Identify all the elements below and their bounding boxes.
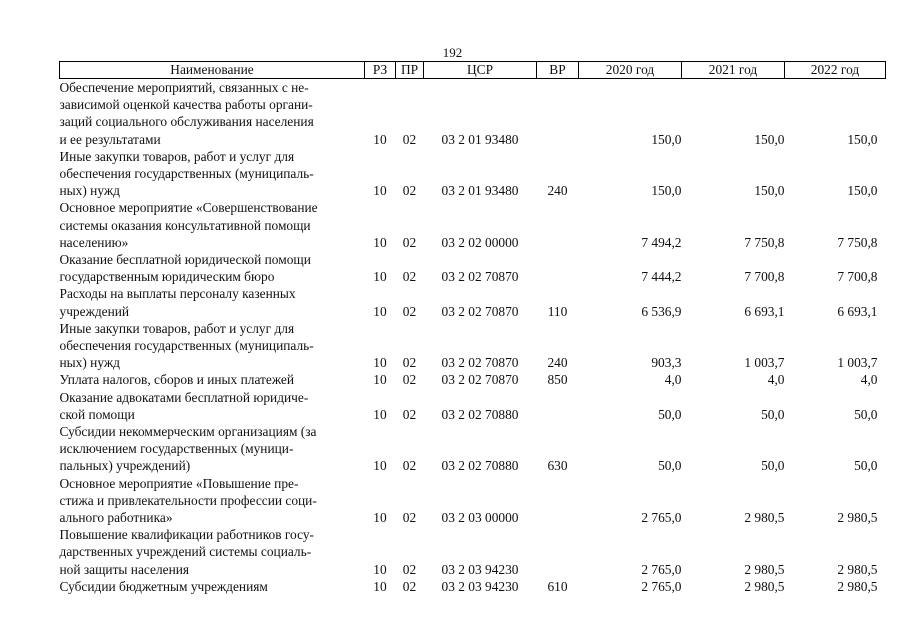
row-2021: 2 980,5 [744, 510, 785, 526]
row-2020: 903,3 [651, 355, 682, 371]
row-name-line: Иные закупки товаров, работ и услуг для [59, 320, 295, 336]
row-vr: 240 [547, 355, 568, 371]
row-name [60, 578, 365, 595]
table-row [60, 199, 886, 251]
table-row [60, 475, 886, 527]
table-row [60, 320, 886, 372]
row-rz: 10 [373, 131, 387, 147]
row-csr: 03 2 01 93480 [441, 131, 519, 147]
row-csr: 03 2 03 94230 [441, 561, 519, 577]
row-pr: 02 [402, 458, 417, 474]
row-vr: 240 [547, 183, 568, 199]
row-name-line: пальных) учреждений) [59, 458, 191, 474]
row-name-line: ального работника» [59, 510, 173, 526]
row-csr: 03 2 02 70870 [441, 269, 519, 285]
page-number: 192 [442, 45, 463, 60]
row-2020: 4,0 [664, 372, 682, 388]
table-row [60, 251, 886, 285]
row-name [60, 251, 365, 285]
row-pr: 02 [402, 510, 417, 526]
row-rz: 10 [373, 269, 387, 285]
row-name-line: дарственных учреждений системы социаль- [59, 544, 312, 560]
row-2021: 150,0 [754, 183, 785, 199]
row-rz: 10 [373, 578, 387, 594]
header-pr: ПР [396, 62, 424, 79]
row-name-line: Основное мероприятие «Повышение пре- [59, 475, 299, 491]
row-rz: 10 [373, 372, 387, 388]
row-vr [537, 475, 579, 527]
row-2021: 150,0 [754, 131, 785, 147]
row-vr: 110 [547, 303, 568, 319]
row-name-line: стижа и привлекательности профессии соци- [59, 492, 317, 508]
header-csr: ЦСР [424, 62, 537, 79]
row-name-line: Основное мероприятие «Совершенствование [59, 200, 318, 216]
row-name-line: ных) нужд [59, 355, 120, 371]
row-pr: 02 [402, 269, 417, 285]
row-2022: 150,0 [847, 183, 878, 199]
row-name [60, 199, 365, 251]
row-vr [537, 199, 579, 251]
row-pr: 02 [402, 131, 417, 147]
row-rz: 10 [373, 510, 387, 526]
row-name [60, 475, 365, 527]
row-name-line: обеспечения государственных (муниципаль- [59, 338, 314, 354]
table-body [60, 79, 886, 596]
row-name-line: Субсидии бюджетным учреждениям [59, 578, 268, 594]
row-vr: 610 [547, 578, 568, 594]
row-csr: 03 2 02 70870 [441, 372, 519, 388]
row-vr [537, 526, 579, 578]
header-2020: 2020 год [579, 62, 682, 79]
row-vr [537, 389, 579, 423]
row-2020: 150,0 [651, 131, 682, 147]
row-csr: 03 2 02 70870 [441, 303, 519, 319]
row-2021: 50,0 [761, 406, 785, 422]
row-2021: 4,0 [767, 372, 785, 388]
row-csr: 03 2 02 70880 [441, 458, 519, 474]
row-rz: 10 [373, 406, 387, 422]
row-2022: 1 003,7 [837, 355, 878, 371]
row-name-line: ных) нужд [59, 183, 120, 199]
row-name-line: Повышение квалификации работников госу- [59, 527, 315, 543]
row-2020: 50,0 [658, 458, 682, 474]
row-pr: 02 [402, 406, 417, 422]
row-name-line: и ее результатами [59, 131, 161, 147]
row-csr: 03 2 02 70870 [441, 355, 519, 371]
row-2020: 7 494,2 [641, 234, 682, 250]
header-vr: ВР [537, 62, 579, 79]
header-2022: 2022 год [785, 62, 886, 79]
row-vr [537, 79, 579, 148]
row-name-line: ской помощи [59, 406, 135, 422]
row-name-line: населению» [59, 234, 129, 250]
row-2021: 2 980,5 [744, 578, 785, 594]
row-2020: 150,0 [651, 183, 682, 199]
row-name [60, 423, 365, 475]
row-2022: 2 980,5 [837, 510, 878, 526]
row-2021: 2 980,5 [744, 561, 785, 577]
row-name [60, 526, 365, 578]
row-name-line: исключением государственных (муници- [59, 441, 294, 457]
row-name-line: Уплата налогов, сборов и иных платежей [59, 372, 295, 388]
row-rz: 10 [373, 458, 387, 474]
row-name-line: заций социального обслуживания населения [59, 114, 314, 130]
row-2022: 50,0 [854, 406, 878, 422]
table-header [60, 62, 886, 79]
row-2022: 50,0 [854, 458, 878, 474]
row-name-line: системы оказания консультативной помощи [59, 217, 311, 233]
row-rz: 10 [373, 561, 387, 577]
table-row [60, 148, 886, 200]
row-rz: 10 [373, 234, 387, 250]
row-2021: 7 700,8 [744, 269, 785, 285]
row-2020: 7 444,2 [641, 269, 682, 285]
row-csr: 03 2 01 93480 [441, 183, 519, 199]
row-name-line: обеспечения государственных (муниципаль- [59, 166, 314, 182]
row-2021: 6 693,1 [744, 303, 785, 319]
row-pr: 02 [402, 578, 417, 594]
row-rz: 10 [373, 183, 387, 199]
row-vr: 850 [547, 372, 568, 388]
header-2021: 2021 год [682, 62, 785, 79]
table-row [60, 371, 886, 388]
row-2022: 7 750,8 [837, 234, 878, 250]
row-2022: 150,0 [847, 131, 878, 147]
row-name-line: Обеспечение мероприятий, связанных с не- [59, 80, 309, 95]
row-pr: 02 [402, 355, 417, 371]
row-name [60, 371, 365, 388]
table-row [60, 79, 886, 148]
table-row [60, 526, 886, 578]
row-pr: 02 [402, 183, 417, 199]
row-2022: 6 693,1 [837, 303, 878, 319]
row-csr: 03 2 03 00000 [441, 510, 519, 526]
header-name: Наименование [60, 62, 365, 79]
row-2022: 7 700,8 [837, 269, 878, 285]
row-name-line: ной защиты населения [59, 561, 190, 577]
row-rz: 10 [373, 355, 387, 371]
row-2020: 6 536,9 [641, 303, 682, 319]
table-row [60, 578, 886, 595]
table-row [60, 423, 886, 475]
row-name-line: государственным юридическим бюро [59, 269, 275, 285]
row-name [60, 389, 365, 423]
row-name-line: Оказание адвокатами бесплатной юридиче- [59, 389, 309, 405]
row-name [60, 320, 365, 372]
table-row [60, 389, 886, 423]
row-pr: 02 [402, 561, 417, 577]
row-pr: 02 [402, 234, 417, 250]
row-2022: 2 980,5 [837, 561, 878, 577]
row-2021: 1 003,7 [744, 355, 785, 371]
row-name-line: зависимой оценкой качества работы органи- [59, 97, 313, 113]
row-2020: 2 765,0 [641, 510, 682, 526]
row-csr: 03 2 02 00000 [441, 234, 519, 250]
row-name-line: Иные закупки товаров, работ и услуг для [59, 148, 295, 164]
budget-table [59, 61, 886, 595]
row-csr: 03 2 03 94230 [441, 578, 519, 594]
header-rz: РЗ [365, 62, 396, 79]
row-vr [537, 251, 579, 285]
row-2022: 2 980,5 [837, 578, 878, 594]
row-name-line: Оказание бесплатной юридической помощи [59, 252, 311, 268]
row-pr: 02 [402, 303, 417, 319]
row-2021: 50,0 [761, 458, 785, 474]
row-name-line: учреждений [59, 303, 130, 319]
row-name [60, 285, 365, 319]
table-row [60, 285, 886, 319]
row-name [60, 79, 365, 148]
row-pr: 02 [402, 372, 417, 388]
row-name-line: Расходы на выплаты персоналу казенных [59, 286, 296, 302]
row-rz: 10 [373, 303, 387, 319]
row-vr: 630 [547, 458, 568, 474]
row-name-line: Субсидии некоммерческим организациям (за [59, 424, 317, 440]
row-name [60, 148, 365, 200]
row-2020: 2 765,0 [641, 561, 682, 577]
row-csr: 03 2 02 70880 [441, 406, 519, 422]
row-2020: 50,0 [658, 406, 682, 422]
row-2022: 4,0 [860, 372, 878, 388]
row-2020: 2 765,0 [641, 578, 682, 594]
row-2021: 7 750,8 [744, 234, 785, 250]
